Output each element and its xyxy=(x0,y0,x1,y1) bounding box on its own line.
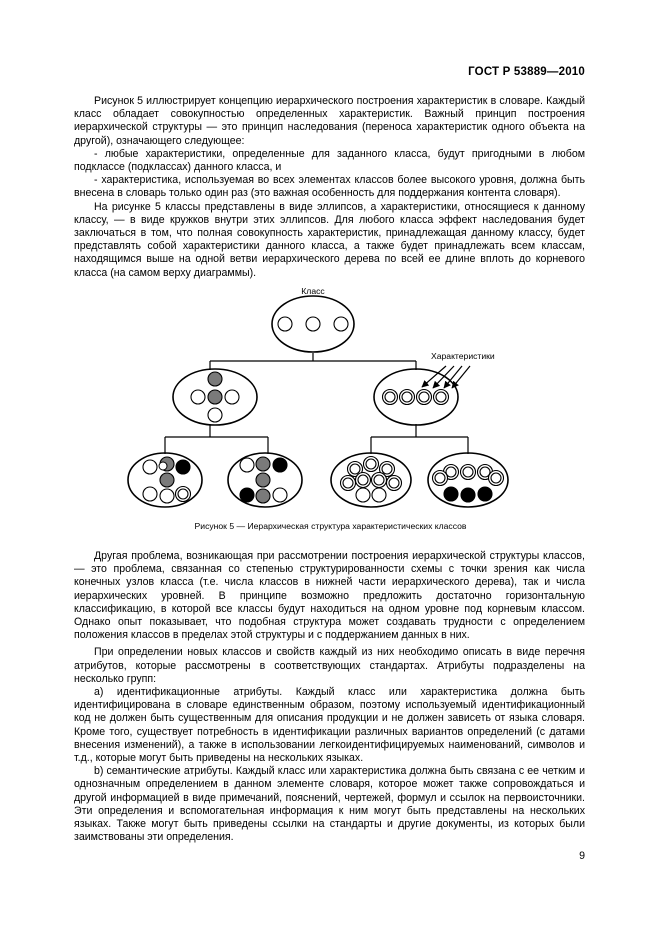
paragraph: а) идентификационные атрибуты. Каждый класс или характеристика должна быть идентифицирована в словаре единственным образом, поэтому используемый идентификационный код не должен быть существенным для описания продукции и не должен зависеть от языка словаря. Кроме того, существует потребность в идентификации различных вариантов определений (с датами внесения изменений), а также в использовании легкоидентифицируемых наименований, символов и т.д., которые могут быть приведены на нескольких языках. xyxy=(74,686,585,765)
characteristic-circle xyxy=(143,460,157,474)
characteristic-circle xyxy=(256,489,270,503)
characteristic-circle xyxy=(208,372,222,386)
characteristic-circle xyxy=(444,487,458,501)
arrow xyxy=(433,366,454,388)
characteristic-circle xyxy=(208,408,222,422)
figure-caption: Рисунок 5 — Иерархическая структура характеристических классов xyxy=(194,521,467,531)
characteristic-circle xyxy=(273,458,287,472)
hierarchy-figure xyxy=(120,284,540,514)
characteristic-circle xyxy=(225,390,239,404)
standard-header: ГОСТ Р 53889—2010 xyxy=(468,66,585,78)
paragraph: Другая проблема, возникающая при рассмотрении построения иерархической структуры классов, — это проблема, связанная со степенью структурированности схемы с точки зрения как числа конечных узлов класса (т.е. числа классов в нижней части иерархического дерева), так и числа иерархических уровней. В принципе возможно предложить достаточно горизонтальную классификацию, в которой все классы будут находиться на одном уровне под корневым классом. Однако опыт показывает, что подобная структура может создавать трудности с определением положения классов в пределах этой структуры и с поддержанием данных в них. xyxy=(74,550,585,642)
characteristic-circle xyxy=(478,487,492,501)
characteristic-circle xyxy=(356,488,370,502)
characteristic-circle xyxy=(256,473,270,487)
paragraph: При определении новых классов и свойств каждый из них необходимо описать в виде перечня атрибутов, которые рассмотрены в соответствующих стандартах. Атрибуты подразделены на несколько групп: xyxy=(74,646,585,685)
characteristic-circle xyxy=(143,487,157,501)
paragraph: Рисунок 5 иллюстрирует концепцию иерархического построения характеристик в словаре. Каждый класс обладает совокупностью определенных характеристик. Важный принцип построения иерархической структуры — это принцип наследования (переноса характеристик одного объекта на другой), означающего следующее: xyxy=(74,95,585,147)
characteristic-circle xyxy=(372,488,386,502)
characteristic-circle xyxy=(160,473,174,487)
characteristic-circle xyxy=(240,458,254,472)
paragraph: - характеристика, используемая во всех элементах классов более высокого уровня, должна быть внесена в словарь только один раз (это важная особенность для поддержания контента словаря). xyxy=(74,174,585,200)
characteristics-label: Характеристики xyxy=(431,351,495,361)
characteristic-circle xyxy=(278,317,292,331)
page-number: 9 xyxy=(579,850,585,862)
characteristic-circle xyxy=(334,317,348,331)
characteristic-circle xyxy=(256,457,270,471)
characteristic-circle xyxy=(240,488,254,502)
characteristic-circle xyxy=(160,489,174,503)
class-label: Класс xyxy=(301,286,325,296)
text-block-bottom xyxy=(74,550,585,844)
text-block-top xyxy=(74,95,585,280)
paragraph: - любые характеристики, определенные для заданного класса, будут пригодными в любом подклассе (подклассах) данного класса, и xyxy=(74,147,585,174)
characteristic-circle xyxy=(191,390,205,404)
arrow xyxy=(452,366,470,388)
characteristic-circle xyxy=(176,460,190,474)
characteristic-circle xyxy=(306,317,320,331)
paragraph: На рисунке 5 классы представлены в виде эллипсов, а характеристики, относящиеся к данному классу, — в виде кружков внутри этих эллипсов. Для любого класса эффект наследования будет заключаться в том, что полная совокупность характеристик, принадлежащая данному классу, будет представлять собой характеристики данного класса, а также будет принадлежать всем классам, находящимся выше на одной ветви иерархического дерева по всей ее длине вплоть до корневого класса (на самом верху диаграммы). xyxy=(74,200,585,279)
characteristic-circle xyxy=(461,488,475,502)
paragraph: b) семантические атрибуты. Каждый класс или характеристика должна быть связана с ее четким и однозначным определением в данном элементе словаря, которое может также сопровождаться и другой информацией в виде примечаний, пояснений, чертежей, формул и ссылок на первоисточники. Эти определения и вспомогательная информация к ним могут быть представлены на нескольких языках. Также могут быть приведены ссылки на стандарты и другие документы, из которых были заимствованы эти определения. xyxy=(74,765,585,844)
characteristic-circle xyxy=(208,390,222,404)
characteristic-circle xyxy=(273,488,287,502)
